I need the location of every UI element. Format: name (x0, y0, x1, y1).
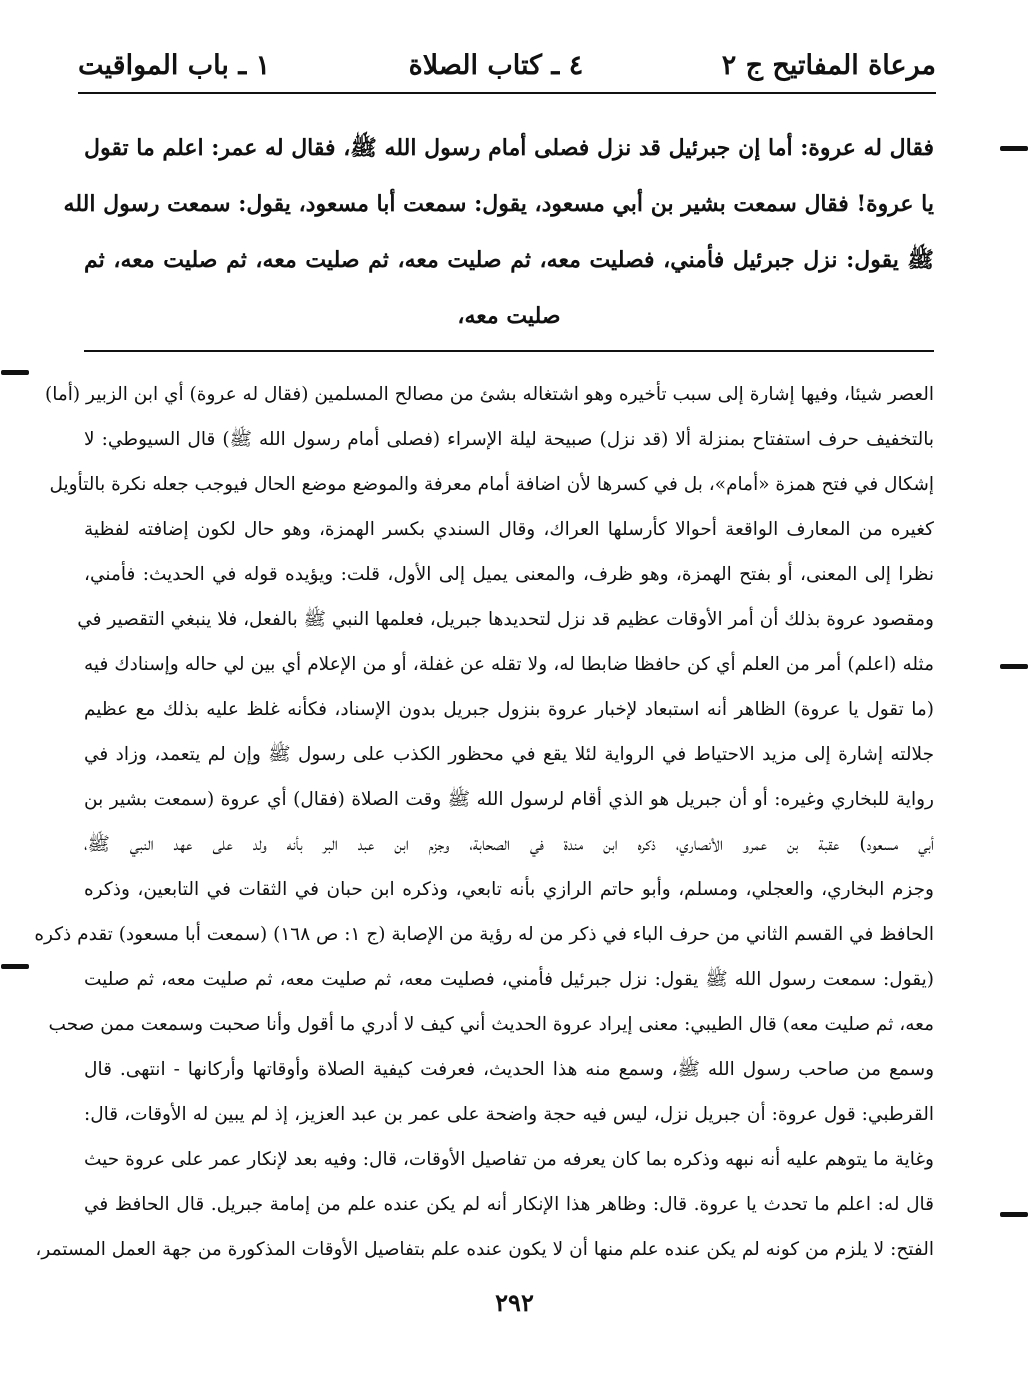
scan-edge-mark (1, 370, 29, 375)
running-header (78, 40, 936, 90)
commentary-line: ومقصود عروة بذلك أن أمر الأوقات عظيم قد نزل لتحديدها جبريل، فعلمها النبي ﷺ بالفعل، فلا ينبغي التقصير في (77, 609, 934, 630)
commentary-line: الفتح: لا يلزم من كونه لم يكن عنده علم منها أن لا يكون عنده علم بتفاصيل الأوقات المذكورة من جهة العمل المستمر، (35, 1239, 934, 1260)
commentary-line: جلالته إشارة إلى مزيد الاحتياط في الرواية لئلا يقع في محظور الكذب على رسول ﷺ وإن لم يتعمد، وزاد في (84, 744, 934, 765)
header-book-title: مرعاة المفاتيح ج ٢ (721, 49, 936, 81)
header-divider (78, 92, 936, 94)
hadith-line: يا عروة! فقال سمعت بشير بن أبي مسعود، يقول: سمعت أبا مسعود، يقول: سمعت رسول الله (63, 191, 934, 217)
commentary-line: بالتخفيف حرف استفتاح بمنزلة ألا (قد نزل) صبيحة ليلة الإسراء (فصلى أمام رسول الله ﷺ) قال السيوطي: لا (84, 429, 934, 450)
commentary-line: معه، ثم صليت معه) قال الطيبي: معنى إيراد عروة الحديث أني كيف لا أدري ما أقول وأنا صحبت وسمعت ممن صحب (48, 1014, 934, 1035)
header-chapter-title: ٤ ـ كتاب الصلاة (408, 49, 584, 81)
commentary-line: وسمع من صاحب رسول الله ﷺ، وسمع منه هذا الحديث، فعرفت كيفية الصلاة وأوقاتها وأركانها - انتهى. قال (84, 1059, 934, 1080)
commentary-line: (ما تقول يا عروة) الظاهر أنه استبعاد لإخبار عروة بنزول جبريل بدون الإسناد، فكأنه غلظ عليه بذلك مع عظيم (84, 699, 934, 720)
hadith-line: صليت معه، (457, 303, 561, 329)
commentary-line: (يقول: سمعت رسول الله ﷺ يقول: نزل جبرئيل فأمني، فصليت معه، ثم صليت معه، ثم صليت معه، ثم صليت (84, 969, 934, 990)
commentary-line: العصر شيئا، وفيها إشارة إلى سبب تأخيره وهو اشتغاله بشئ من مصالح المسلمين (فقال له عروة) أي ابن الزبير (أما) (45, 384, 934, 405)
scan-edge-mark (1, 964, 29, 969)
header-section-title: ١ ـ باب المواقيت (78, 49, 271, 81)
scan-edge-mark (1000, 664, 1028, 669)
commentary-line: القرطبي: قول عروة: أن جبريل نزل، ليس فيه حجة واضحة على عمر بن عبد العزيز، إذ لم يبين له الأوقات، قال: (84, 1104, 934, 1125)
commentary-line: كغيره من المعارف الواقعة أحوالا كأرسلها العراك، وقال السندي بكسر الهمزة، وهو حال لكون إضافته لفظية (84, 519, 934, 540)
commentary-line: وغاية ما يتوهم عليه أنه نبهه وذكره بما كان يعرفه من تفاصيل الأوقات، قال: وفيه بعد لإنكار عمر على عروة حيث (84, 1149, 934, 1170)
commentary-line: وجزم البخاري، والعجلي، ومسلم، وأبو حاتم الرازي بأنه تابعي، وذكره ابن حبان في الثقات في التابعين، وذكره (84, 879, 934, 900)
commentary-line: مثله (اعلم) أمر من العلم أي كن حافظا ضابطا له، ولا تقله عن غفلة، أو من الإعلام أي بين لي حاله وإسنادك فيه (84, 654, 934, 675)
commentary-line: قال له: اعلم ما تحدث يا عروة. قال: وظاهر هذا الإنكار أنه لم يكن عنده علم من إمامة جبريل. قال الحافظ في (84, 1194, 934, 1215)
commentary-line: رواية للبخاري وغيره: أو أن جبريل هو الذي أقام لرسول الله ﷺ وقت الصلاة (فقال) أي عروة (سمعت بشير بن (84, 789, 934, 810)
hadith-line: فقال له عروة: أما إن جبرئيل قد نزل فصلى أمام رسول الله ﷺ، فقال له عمر: اعلم ما تقول (84, 135, 934, 161)
page-number: ٢٩٢ (495, 1288, 534, 1317)
section-divider (84, 350, 934, 352)
commentary-line: أبي مسعود) عقبة بن عمرو الأنصاري، ذكره ابن مندة في الصحابة، وجزم ابن عبد البر بأنه ولد على عهد النبي ﷺ، (84, 834, 934, 855)
commentary-line: إشكال في فتح همزة «أمام»، بل في كسرها لأن اضافة أمام معرفة والموضع موضع الحال فيوجب جعله نكرة بالتأويل (49, 474, 934, 495)
commentary-line: نظرا إلى المعنى، أو بفتح الهمزة، وهو ظرف، والمعنى يميل إلى الأول، قلت: ويؤيده قوله في الحديث: فأمني، (84, 564, 934, 585)
commentary-text (34, 372, 934, 1272)
commentary-line: الحافظ في القسم الثاني من حرف الباء في ذكر من له رؤية من الإصابة (ج ١: ص ١٦٨) (سمعت أبا مسعود) تقدم ذكره (34, 924, 934, 945)
scan-edge-mark (1000, 146, 1028, 151)
scan-edge-mark (1000, 1212, 1028, 1217)
hadith-line: ﷺ يقول: نزل جبرئيل فأمني، فصليت معه، ثم صليت معه، ثم صليت معه، ثم صليت معه، ثم (84, 247, 934, 273)
hadith-text (63, 120, 934, 344)
